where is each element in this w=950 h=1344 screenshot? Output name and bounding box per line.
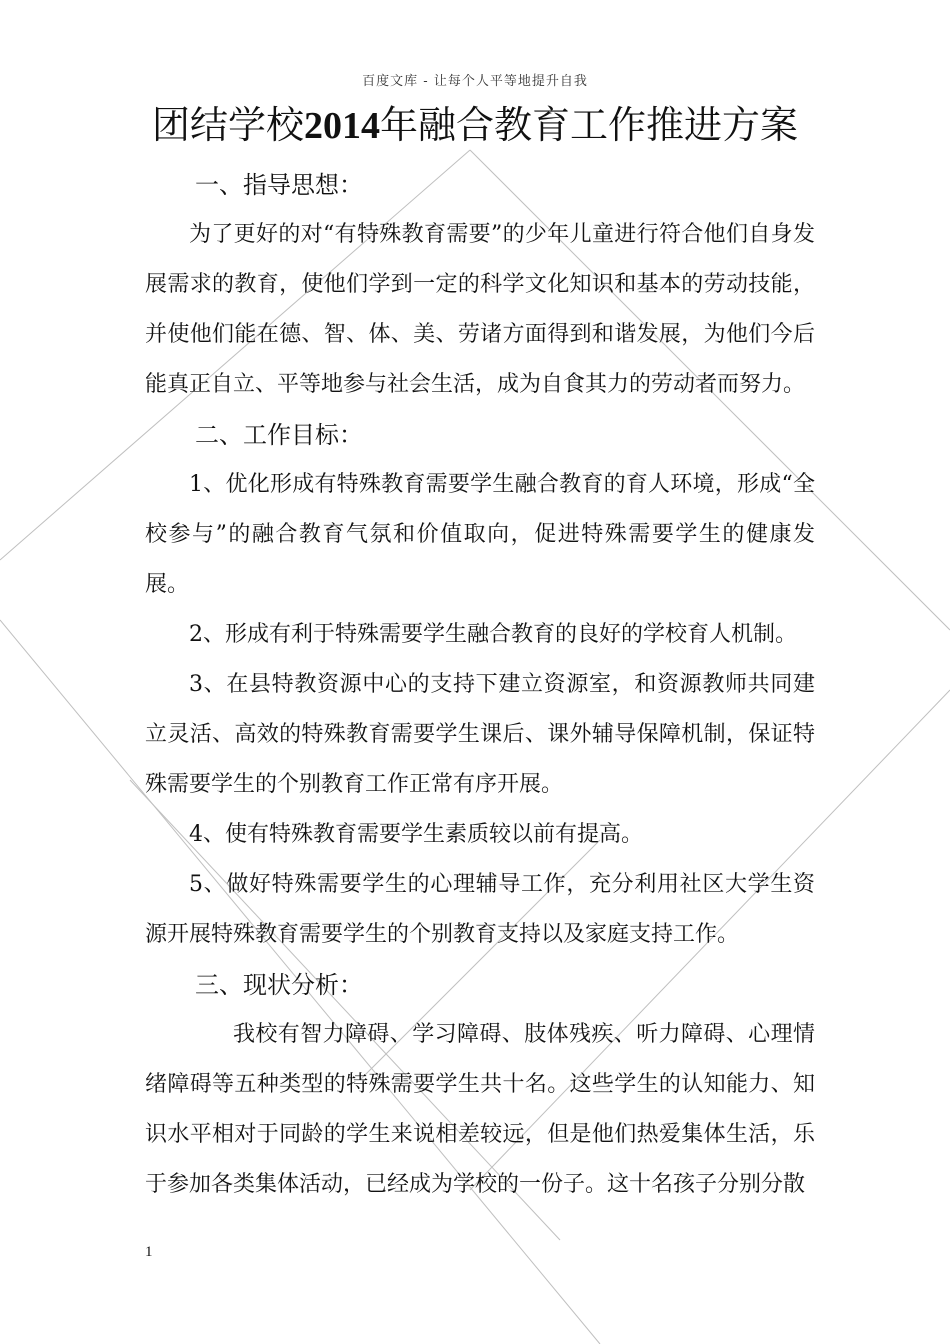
title-suffix: 年融合教育工作推进方案	[380, 103, 799, 147]
paragraph-status-analysis: 我校有智力障碍、学习障碍、肢体残疾、听力障碍、心理情绪障碍等五种类型的特殊需要学生共十名。这些学生的认知能力、知识水平相对于同龄的学生来说相差较远，但是他们热爱集体生活，乐于参加各类集体活动，已经成为学校的一份子。这十名孩子分别分散	[145, 1022, 815, 1197]
goal-item-3: 3、在县特教资源中心的支持下建立资源室，和资源教师共同建立灵活、高效的特殊教育需要学生课后、课外辅导保障机制，保证特殊需要学生的个别教育工作正常有序开展。	[145, 672, 815, 797]
document-body	[145, 160, 815, 1210]
title-prefix: 团结学校	[151, 103, 304, 147]
document-header: 百度文库 - 让每个人平等地提升自我	[362, 74, 588, 89]
goal-item-2: 2、形成有利于特殊需要学生融合教育的良好的学校育人机制。	[189, 622, 797, 647]
section-heading-guiding-idea: 一、指导思想：	[195, 171, 363, 199]
section-heading-status-analysis: 三、现状分析：	[195, 971, 363, 999]
goal-item-5: 5、做好特殊需要学生的心理辅导工作，充分利用社区大学生资源开展特殊教育需要学生的个别教育支持以及家庭支持工作。	[145, 872, 815, 947]
section-heading-work-goals: 二、工作目标：	[195, 421, 363, 449]
document-title	[0, 100, 950, 151]
goal-item-4: 4、使有特殊教育需要学生素质较以前有提高。	[189, 822, 643, 847]
title-year: 2014	[304, 105, 380, 147]
paragraph-guiding-idea: 为了更好的对“有特殊教育需要”的少年儿童进行符合他们自身发展需求的教育，使他们学到一定的科学文化知识和基本的劳动技能，并使他们能在德、智、体、美、劳诸方面得到和谐发展，为他们今后能真正自立、平等地参与社会生活，成为自食其力的劳动者而努力。	[145, 222, 815, 397]
goal-item-1: 1、优化形成有特殊教育需要学生融合教育的育人环境，形成“全校参与”的融合教育气氛和价值取向，促进特殊需要学生的健康发展。	[145, 472, 815, 597]
page-number: 1	[145, 1244, 153, 1260]
